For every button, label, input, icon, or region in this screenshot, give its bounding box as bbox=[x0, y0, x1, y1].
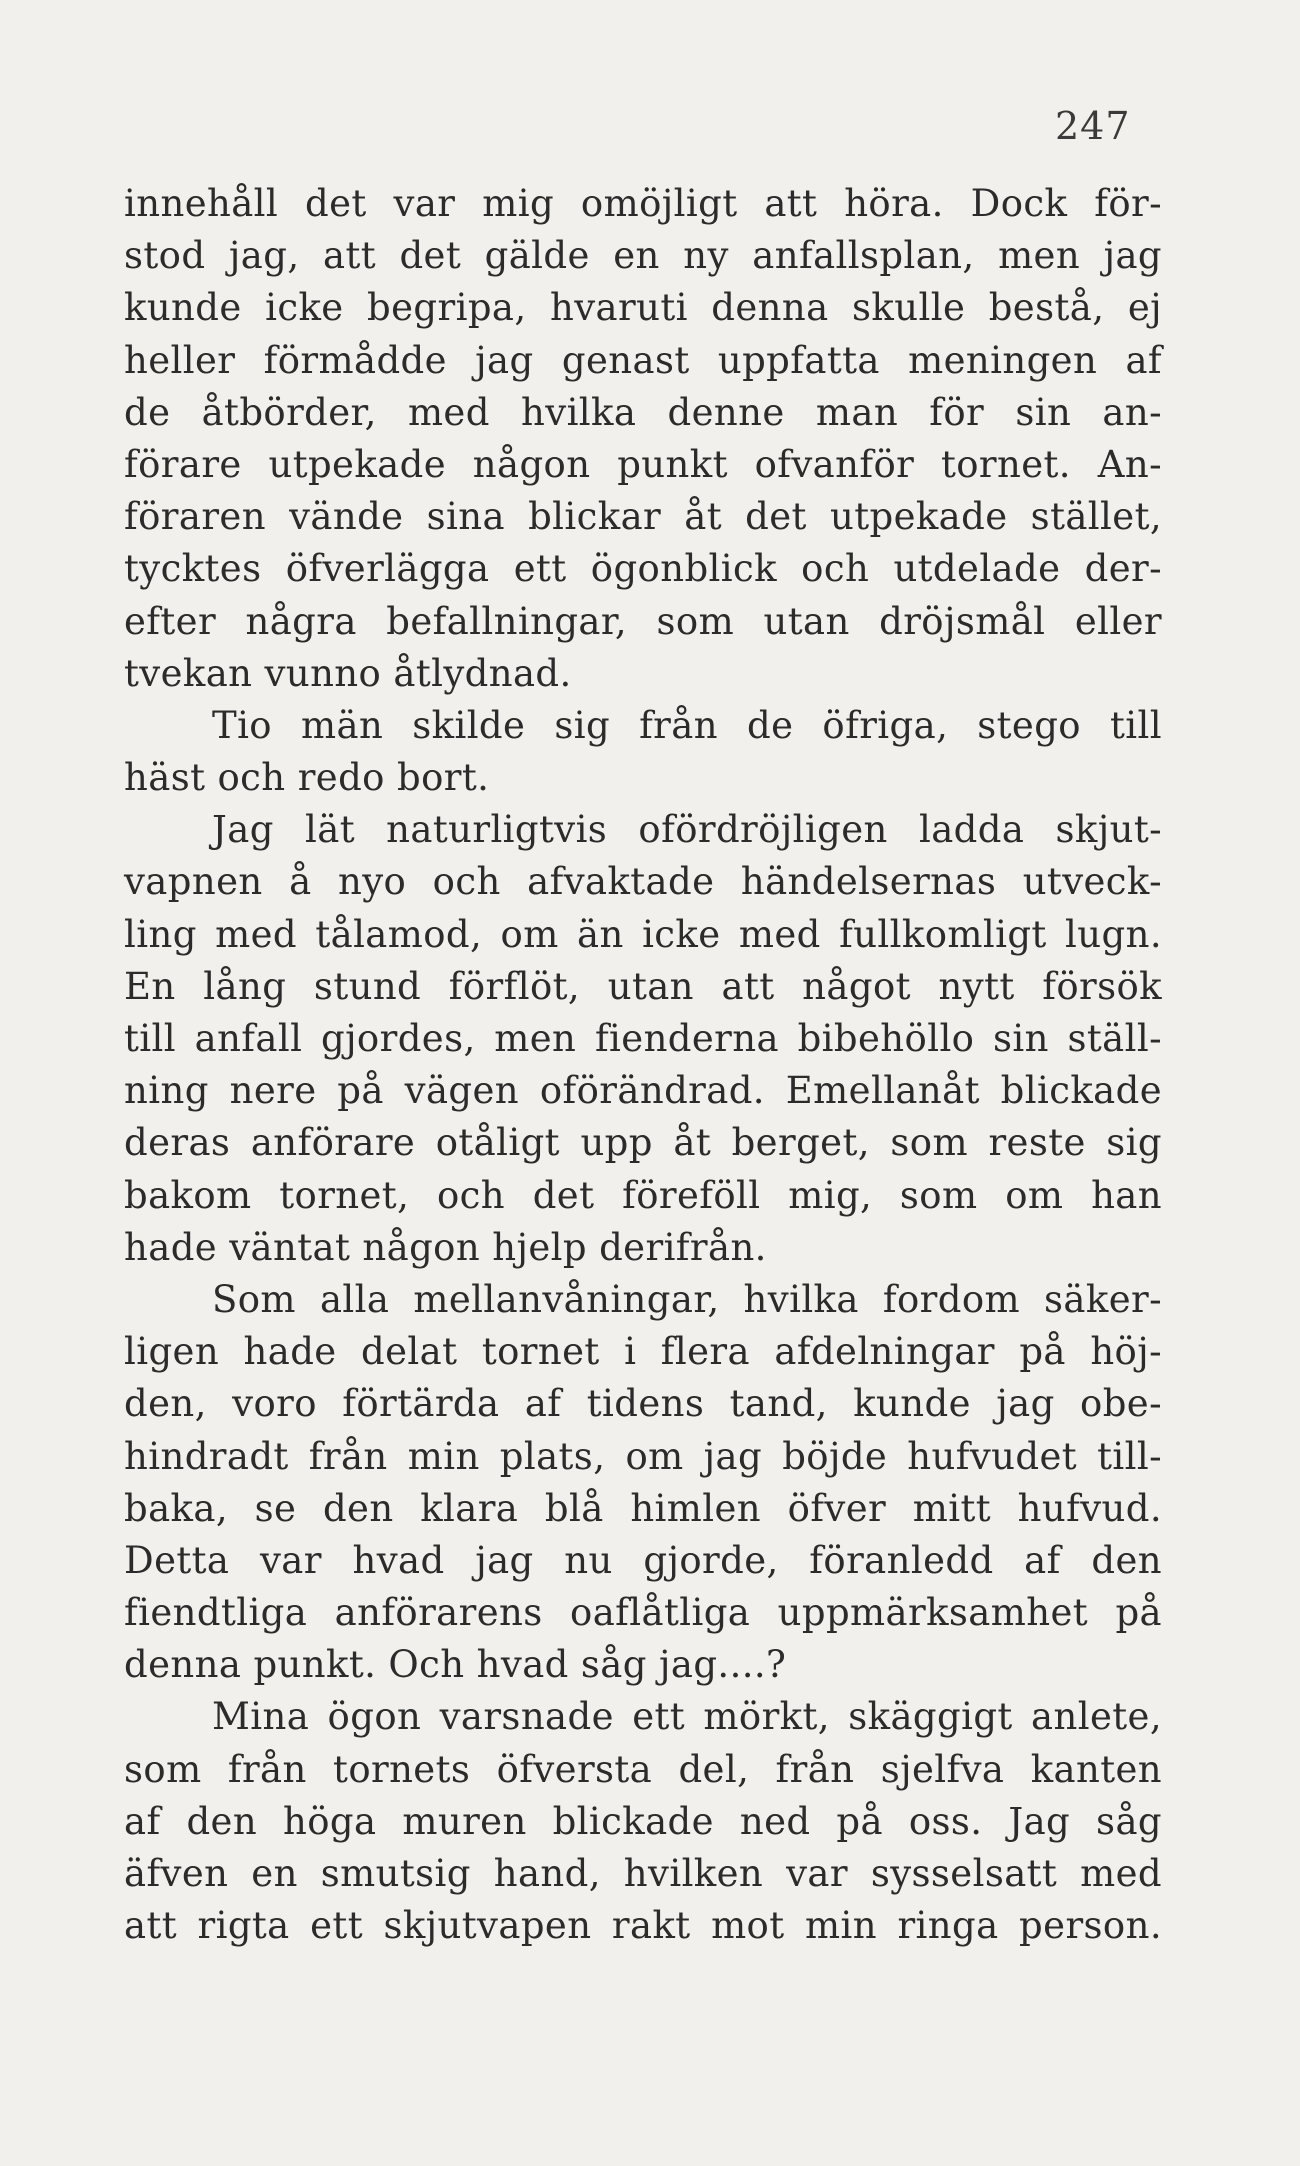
text-line: bakom tornet, och det föreföll mig, som om han bbox=[124, 1173, 1162, 1217]
body-text bbox=[124, 178, 1162, 1952]
text-line: Detta var hvad jag nu gjorde, föranledd af den bbox=[124, 1538, 1162, 1582]
text-line: heller förmådde jag genast uppfatta meningen af bbox=[124, 338, 1162, 382]
text-line: Som alla mellanvåningar, hvilka fordom säker- bbox=[212, 1277, 1162, 1321]
text-line: tvekan vunno åtlydnad. bbox=[124, 651, 572, 695]
text-line: som från tornets öfversta del, från sjelfva kanten bbox=[124, 1747, 1162, 1791]
text-line: deras anförare otåligt upp åt berget, som reste sig bbox=[124, 1121, 1162, 1165]
text-line: ning nere på vägen oförändrad. Emellanåt blickade bbox=[124, 1069, 1162, 1113]
text-line: baka, se den klara blå himlen öfver mitt hufvud. bbox=[124, 1486, 1162, 1530]
text-line: vapnen å nyo och afvaktade händelsernas utveck- bbox=[124, 860, 1162, 904]
page-number: 247 bbox=[1055, 104, 1131, 148]
text-line: att rigta ett skjutvapen rakt mot min ringa person. bbox=[124, 1904, 1162, 1948]
text-line: Mina ögon varsnade ett mörkt, skäggigt anlete, bbox=[212, 1695, 1162, 1739]
text-line: Tio män skilde sig från de öfriga, stego till bbox=[212, 703, 1162, 747]
text-line: En lång stund förflöt, utan att något nytt försök bbox=[124, 964, 1162, 1008]
text-line: ligen hade delat tornet i flera afdelningar på höj- bbox=[124, 1330, 1162, 1374]
text-line: föraren vände sina blickar åt det utpekade stället, bbox=[124, 495, 1162, 539]
text-line: hade väntat någon hjelp derifrån. bbox=[124, 1225, 767, 1269]
text-line: kunde icke begripa, hvaruti denna skulle bestå, ej bbox=[124, 286, 1162, 330]
text-line: stod jag, att det gälde en ny anfallsplan, men jag bbox=[124, 234, 1162, 278]
text-line: de åtbörder, med hvilka denne man för sin an- bbox=[124, 390, 1162, 434]
text-line: fiendtliga anförarens oaflåtliga uppmärksamhet på bbox=[124, 1591, 1162, 1635]
text-line: efter några befallningar, som utan dröjsmål eller bbox=[124, 599, 1162, 643]
text-line: innehåll det var mig omöjligt att höra. Dock för- bbox=[124, 182, 1162, 225]
text-line: hindradt från min plats, om jag böjde hufvudet till- bbox=[124, 1434, 1162, 1478]
text-line: förare utpekade någon punkt ofvanför tornet. An- bbox=[124, 442, 1162, 486]
text-line: af den höga muren blickade ned på oss. Jag såg bbox=[124, 1799, 1162, 1843]
text-line: Jag lät naturligtvis ofördröjligen ladda skjut- bbox=[212, 808, 1162, 852]
text-line: ling med tålamod, om än icke med fullkomligt lugn. bbox=[124, 912, 1162, 956]
text-line: den, voro förtärda af tidens tand, kunde jag obe- bbox=[124, 1382, 1162, 1426]
text-line: tycktes öfverlägga ett ögonblick och utdelade der- bbox=[124, 547, 1162, 591]
text-line: äfven en smutsig hand, hvilken var sysselsatt med bbox=[124, 1852, 1162, 1895]
text-line: till anfall gjordes, men fienderna bibehöllo sin ställ- bbox=[124, 1017, 1162, 1060]
text-line: häst och redo bort. bbox=[124, 756, 490, 800]
text-line: denna punkt. Och hvad såg jag....? bbox=[124, 1643, 787, 1687]
